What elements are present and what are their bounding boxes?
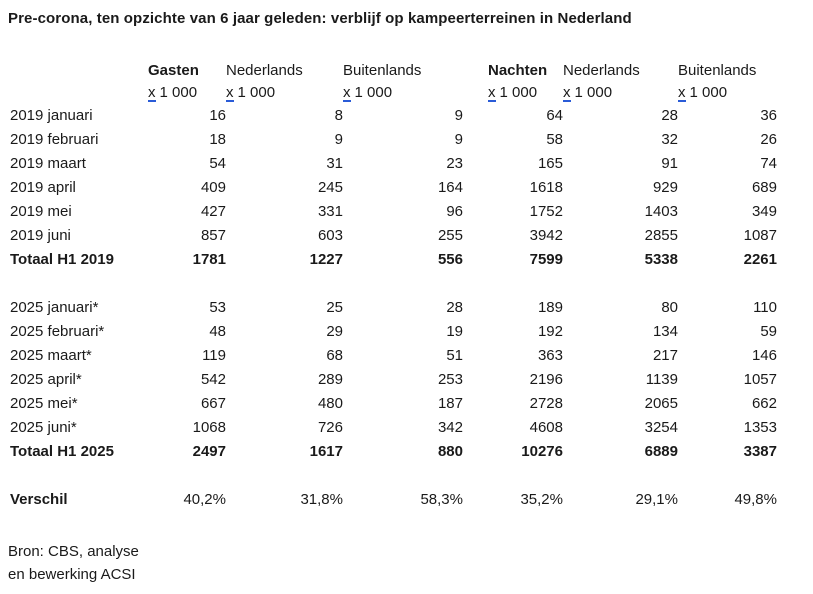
cell-buitenlands-2: 253	[437, 371, 463, 388]
cell-buitenlands-5: 1353	[743, 419, 777, 436]
source-note	[8, 540, 813, 586]
cell-buitenlands-5: 49,8%	[734, 491, 777, 508]
cell-nederlands-4: 5338	[644, 251, 678, 268]
cell-buitenlands-5: 1057	[743, 371, 777, 388]
unit-thousand-label: 1 000	[237, 84, 276, 101]
cell-buitenlands-5: 2261	[743, 251, 777, 268]
cell-nachten-3: 165	[537, 155, 563, 172]
cell-gasten-0: 542	[200, 371, 226, 388]
cell-nederlands-4: 134	[652, 323, 678, 340]
cell-buitenlands-2: 28	[446, 299, 463, 316]
cell-gasten-0: 40,2%	[183, 491, 226, 508]
column-header-gasten-0: Gasten	[148, 62, 199, 79]
table-body	[8, 104, 777, 512]
spacer-cell	[8, 272, 777, 296]
unit-label-5	[678, 82, 777, 104]
cell-buitenlands-2: 342	[437, 419, 463, 436]
cell-gasten-0: 667	[200, 395, 226, 412]
cell-buitenlands-5: 1087	[743, 227, 777, 244]
table-header	[8, 60, 777, 104]
cell-nederlands-1: 31	[326, 155, 343, 172]
row-label: 2025 april*	[10, 371, 82, 388]
cell-nederlands-1: 1227	[309, 251, 343, 268]
cell-nederlands-1: 331	[317, 203, 343, 220]
cell-buitenlands-5: 74	[760, 155, 777, 172]
cell-gasten-0: 1068	[192, 419, 226, 436]
cell-buitenlands-2: 19	[446, 323, 463, 340]
cell-nederlands-1: 8	[334, 107, 343, 124]
row-label: 2025 maart*	[10, 347, 92, 364]
cell-gasten-0: 427	[200, 203, 226, 220]
cell-nachten-3: 2196	[529, 371, 563, 388]
cell-gasten-0: 1781	[192, 251, 226, 268]
cell-buitenlands-2: 164	[437, 179, 463, 196]
unit-label-1	[226, 82, 343, 104]
cell-buitenlands-2: 9	[454, 107, 463, 124]
unit-x-symbol: x	[678, 84, 686, 101]
cell-nachten-3: 1752	[529, 203, 563, 220]
table-row-2025-april-	[8, 368, 777, 392]
cell-nederlands-4: 28	[661, 107, 678, 124]
cell-gasten-0: 409	[200, 179, 226, 196]
unit-row	[8, 82, 777, 104]
cell-nederlands-1: 480	[317, 395, 343, 412]
cell-nachten-3: 7599	[529, 251, 563, 268]
unit-thousand-label: 1 000	[499, 84, 538, 101]
cell-buitenlands-2: 58,3%	[420, 491, 463, 508]
cell-nederlands-4: 29,1%	[635, 491, 678, 508]
table-row-2025-maart-	[8, 344, 777, 368]
cell-nederlands-4: 217	[652, 347, 678, 364]
cell-nederlands-1: 1617	[309, 443, 343, 460]
cell-buitenlands-5: 146	[751, 347, 777, 364]
unit-label-4	[563, 82, 678, 104]
cell-nederlands-4: 91	[661, 155, 678, 172]
table-row-2025-juni-	[8, 416, 777, 440]
cell-buitenlands-5: 689	[751, 179, 777, 196]
row-label: 2019 mei	[10, 203, 72, 220]
row-label: 2025 mei*	[10, 395, 78, 412]
corner-cell-2	[8, 82, 148, 104]
unit-thousand-label: 1 000	[159, 84, 198, 101]
table-row-2025-januari-	[8, 296, 777, 320]
table-row-verschil	[8, 488, 777, 512]
unit-label-2	[343, 82, 463, 104]
source-line-1: Bron: CBS, analyse	[8, 543, 139, 560]
cell-nachten-3: 64	[546, 107, 563, 124]
cell-gasten-0: 16	[209, 107, 226, 124]
table-row-2025-mei-	[8, 392, 777, 416]
cell-nachten-3: 192	[537, 323, 563, 340]
unit-thousand-label: 1 000	[689, 84, 728, 101]
column-header-buitenlands-2: Buitenlands	[343, 62, 422, 79]
unit-x-symbol: x	[343, 84, 351, 101]
cell-buitenlands-5: 26	[760, 131, 777, 148]
cell-nederlands-4: 6889	[644, 443, 678, 460]
cell-nachten-3: 2728	[529, 395, 563, 412]
unit-label-0	[148, 82, 226, 104]
cell-nederlands-4: 2855	[644, 227, 678, 244]
cell-nederlands-4: 1139	[645, 371, 678, 388]
unit-thousand-label: 1 000	[354, 84, 393, 101]
row-label: 2025 januari*	[10, 299, 99, 316]
corner-cell	[8, 60, 148, 82]
table-row-2019-april	[8, 176, 777, 200]
cell-buitenlands-5: 349	[751, 203, 777, 220]
table-row-2019-juni	[8, 224, 777, 248]
camping-stays-table	[8, 60, 777, 512]
table-row-2019-februari	[8, 128, 777, 152]
page-title: Pre-corona, ten opzichte van 6 jaar geleden: verblijf op kampeerterreinen in Nederland	[8, 10, 632, 27]
unit-thousand-label: 1 000	[574, 84, 613, 101]
cell-nederlands-4: 2065	[644, 395, 678, 412]
cell-gasten-0: 18	[209, 131, 226, 148]
spacer-row	[8, 272, 777, 296]
cell-nachten-3: 189	[537, 299, 563, 316]
cell-nederlands-1: 9	[334, 131, 343, 148]
cell-gasten-0: 53	[209, 299, 226, 316]
cell-buitenlands-2: 51	[446, 347, 463, 364]
cell-nederlands-1: 29	[326, 323, 343, 340]
cell-nachten-3: 10276	[521, 443, 563, 460]
cell-buitenlands-5: 110	[753, 299, 777, 316]
cell-nachten-3: 4608	[529, 419, 563, 436]
spacer-cell	[8, 464, 777, 488]
row-label: 2025 juni*	[10, 419, 77, 436]
cell-nederlands-1: 25	[326, 299, 343, 316]
cell-nederlands-1: 726	[317, 419, 343, 436]
unit-x-symbol: x	[488, 84, 496, 101]
cell-nachten-3: 1618	[529, 179, 563, 196]
row-label: 2019 juni	[10, 227, 71, 244]
column-header-nachten-3: Nachten	[488, 62, 548, 79]
cell-nederlands-4: 1403	[644, 203, 678, 220]
cell-buitenlands-2: 96	[446, 203, 463, 220]
spacer-row	[8, 464, 777, 488]
row-label: 2019 februari	[10, 131, 99, 148]
cell-buitenlands-2: 880	[437, 443, 463, 460]
cell-nachten-3: 363	[537, 347, 563, 364]
header-row	[8, 60, 777, 82]
cell-nachten-3: 3942	[529, 227, 563, 244]
cell-nederlands-4: 80	[661, 299, 678, 316]
unit-x-symbol: x	[563, 84, 571, 101]
row-label: 2019 april	[10, 179, 76, 196]
cell-buitenlands-2: 187	[437, 395, 463, 412]
table-row-2019-maart	[8, 152, 777, 176]
unit-label-3	[463, 82, 563, 104]
table-row-totaal-h1-2025	[8, 440, 777, 464]
cell-buitenlands-5: 3387	[743, 443, 777, 460]
cell-buitenlands-2: 255	[437, 227, 463, 244]
cell-nederlands-1: 68	[326, 347, 343, 364]
cell-nederlands-1: 289	[317, 371, 343, 388]
table-row-totaal-h1-2019	[8, 248, 777, 272]
row-label: Verschil	[10, 491, 68, 508]
cell-buitenlands-5: 59	[760, 323, 777, 340]
cell-gasten-0: 857	[200, 227, 226, 244]
row-label: 2019 maart	[10, 155, 86, 172]
cell-nachten-3: 35,2%	[520, 491, 563, 508]
cell-buitenlands-2: 23	[446, 155, 463, 172]
cell-gasten-0: 54	[209, 155, 226, 172]
cell-gasten-0: 2497	[192, 443, 226, 460]
unit-x-symbol: x	[226, 84, 234, 101]
table-row-2025-februari-	[8, 320, 777, 344]
cell-gasten-0: 48	[209, 323, 226, 340]
table-row-2019-mei	[8, 200, 777, 224]
cell-buitenlands-2: 9	[454, 131, 463, 148]
column-header-nederlands-4: Nederlands	[563, 62, 640, 79]
column-header-buitenlands-5: Buitenlands	[678, 62, 757, 79]
column-header-nederlands-1: Nederlands	[226, 62, 303, 79]
cell-buitenlands-5: 36	[760, 107, 777, 124]
cell-nederlands-4: 3254	[644, 419, 678, 436]
table-row-2019-januari	[8, 104, 777, 128]
row-label: Totaal H1 2019	[10, 251, 114, 268]
cell-nederlands-1: 245	[317, 179, 343, 196]
unit-x-symbol: x	[148, 84, 156, 101]
cell-gasten-0: 119	[202, 347, 226, 364]
cell-nederlands-4: 32	[661, 131, 678, 148]
source-line-2: en bewerking ACSI	[8, 566, 136, 583]
row-label: 2025 februari*	[10, 323, 105, 340]
cell-buitenlands-2: 556	[437, 251, 463, 268]
cell-nederlands-1: 31,8%	[300, 491, 343, 508]
cell-nachten-3: 58	[546, 131, 563, 148]
cell-buitenlands-5: 662	[751, 395, 777, 412]
row-label: 2019 januari	[10, 107, 93, 124]
cell-nederlands-1: 603	[317, 227, 343, 244]
row-label: Totaal H1 2025	[10, 443, 114, 460]
cell-nederlands-4: 929	[652, 179, 678, 196]
